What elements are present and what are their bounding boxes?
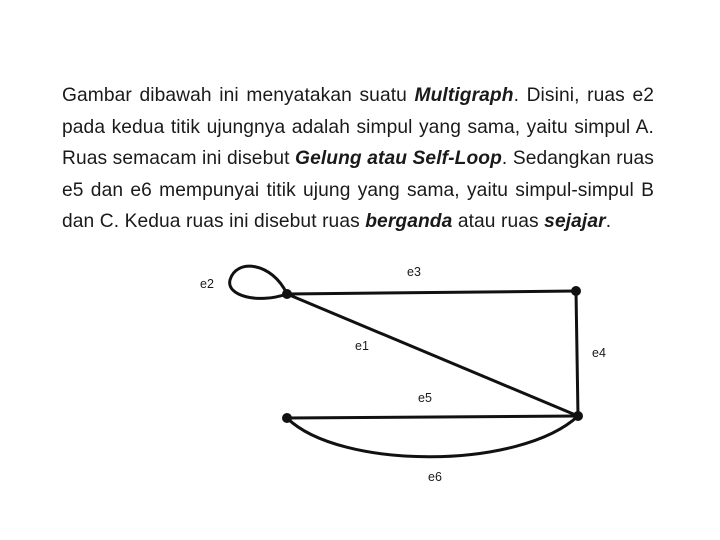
para-text-3: . Sedangkan ruas e5 dan e6 mempunyai titik ujung yang sama, yaitu simpul-simpul B dan C. Kedua ruas ini disebut ruas xyxy=(62,148,655,232)
vertex-bottom-right xyxy=(573,411,583,421)
term-berganda: berganda xyxy=(365,211,453,232)
para-text-5: . xyxy=(605,211,612,232)
vertex-a xyxy=(282,289,292,299)
edge-e6 xyxy=(287,416,578,457)
para-text-1: Gambar dibawah ini menyatakan suatu xyxy=(62,85,415,106)
label-e4: e4 xyxy=(592,346,606,360)
label-e1: e1 xyxy=(355,339,369,353)
para-text-4: atau ruas xyxy=(452,211,545,232)
label-e5: e5 xyxy=(418,391,432,405)
term-multigraph: Multigraph xyxy=(414,85,514,106)
label-e6: e6 xyxy=(428,470,442,484)
edge-e3 xyxy=(287,291,576,294)
vertex-top-right xyxy=(571,286,581,296)
edge-e5 xyxy=(287,416,578,418)
edge-e4 xyxy=(576,291,578,416)
edge-e2-self-loop xyxy=(230,266,287,298)
edge-e1 xyxy=(287,294,578,416)
term-sejajar: sejajar xyxy=(544,211,606,232)
vertex-bottom-left xyxy=(282,413,292,423)
label-e3: e3 xyxy=(407,265,421,279)
label-e2: e2 xyxy=(200,277,214,291)
term-self-loop: Gelung atau Self-Loop xyxy=(295,148,502,169)
para-text-2: . Disini, ruas e2 pada kedua titik ujungnya adalah simpul yang sama, yaitu simpul A. Ruas semacam ini disebut xyxy=(62,85,654,169)
